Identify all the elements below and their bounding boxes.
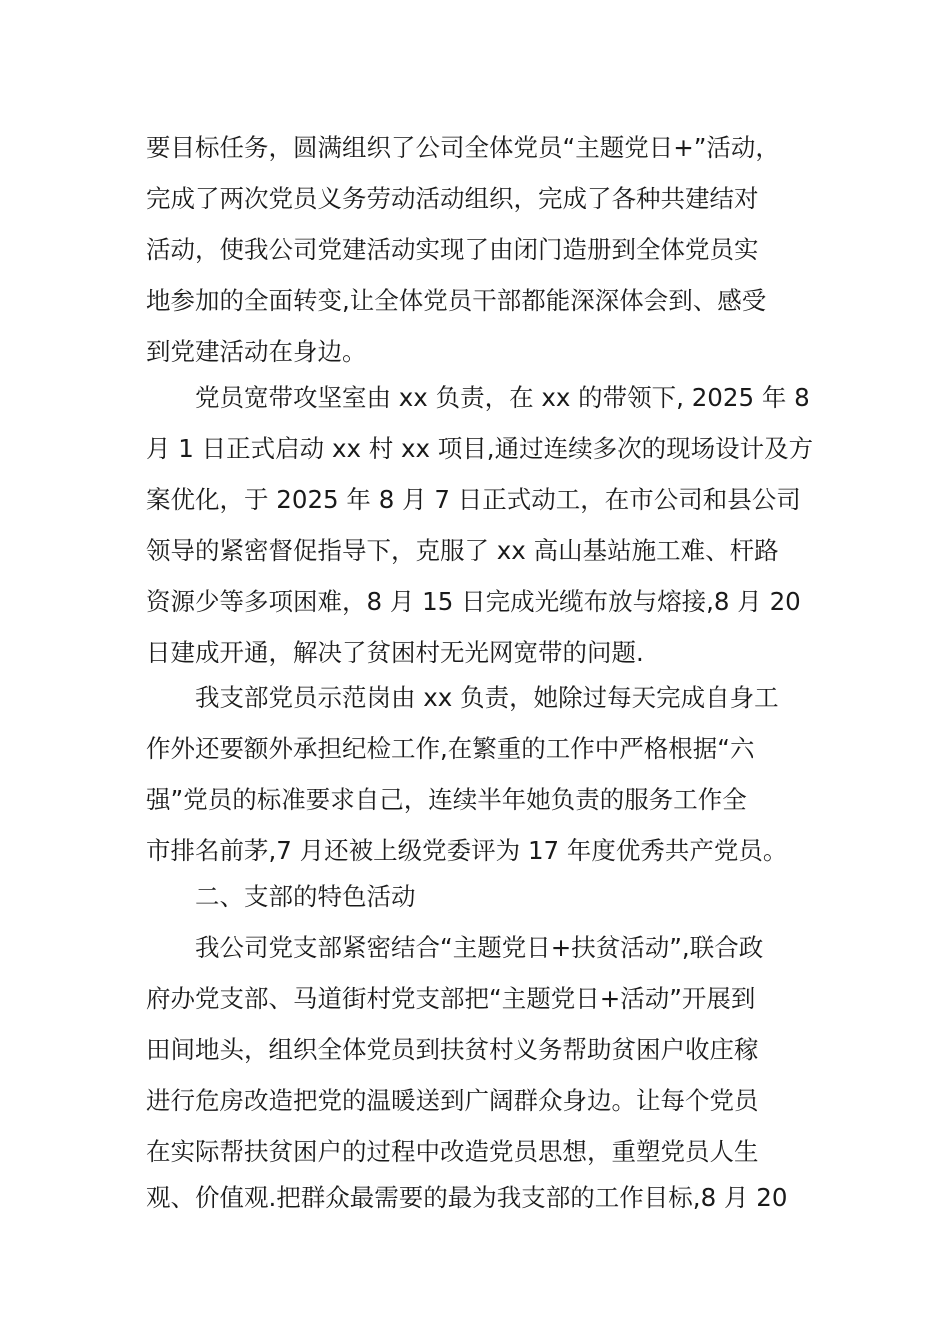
text-line: 观、价值观.把群众最需要的最为我支部的工作目标,8 月 20 (146, 1183, 788, 1212)
text-line: 要目标任务，圆满组织了公司全体党员“主题党日+”活动， (146, 133, 780, 162)
text-line: 到党建活动在身边。 (146, 337, 367, 366)
text-line: 资源少等多项困难，8 月 15 日完成光缆布放与熔接,8 月 20 (146, 587, 801, 616)
text-line: 市排名前茅,7 月还被上级党委评为 17 年度优秀共产党员。 (146, 836, 788, 865)
section-heading: 二、支部的特色活动 (195, 882, 416, 911)
text-line: 田间地头，组织全体党员到扶贫村义务帮助贫困户收庄稼 (146, 1035, 759, 1064)
text-line: 活动，使我公司党建活动实现了由闭门造册到全体党员实 (146, 235, 759, 264)
text-line: 在实际帮扶贫困户的过程中改造党员思想，重塑党员人生 (146, 1137, 759, 1166)
paragraph-first-line: 我支部党员示范岗由 xx 负责，她除过每天完成自身工 (195, 683, 779, 712)
paragraph-first-line: 我公司党支部紧密结合“主题党日+扶贫活动”,联合政 (195, 933, 764, 962)
text-line: 进行危房改造把党的温暖送到广阔群众身边。让每个党员 (146, 1086, 759, 1115)
text-line: 作外还要额外承担纪检工作,在繁重的工作中严格根据“六 (146, 734, 755, 763)
text-line: 完成了两次党员义务劳动活动组织，完成了各种共建结对 (146, 184, 759, 213)
text-line: 强”党员的标准要求自己，连续半年她负责的服务工作全 (146, 785, 747, 814)
paragraph-first-line: 党员宽带攻坚室由 xx 负责，在 xx 的带领下, 2025 年 8 (195, 383, 810, 412)
text-line: 领导的紧密督促指导下，克服了 xx 高山基站施工难、杆路 (146, 536, 779, 565)
text-line: 府办党支部、马道街村党支部把“主题党日+活动”开展到 (146, 984, 756, 1013)
text-line: 月 1 日正式启动 xx 村 xx 项目,通过连续多次的现场设计及方 (146, 434, 814, 463)
text-line: 日建成开通，解决了贫困村无光网宽带的问题. (146, 638, 644, 667)
text-line: 案优化，于 2025 年 8 月 7 日正式动工，在市公司和县公司 (146, 485, 801, 514)
text-line: 地参加的全面转变,让全体党员干部都能深深体会到、感受 (146, 286, 767, 315)
